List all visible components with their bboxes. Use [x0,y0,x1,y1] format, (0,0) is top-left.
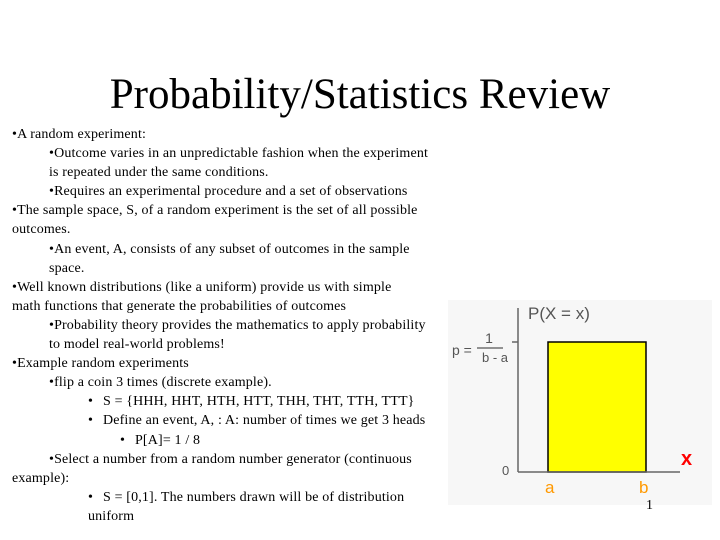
bullet-line-3 [12,163,482,182]
bullet-line-18 [12,450,482,469]
bullet-line-4 [12,182,482,201]
bullet-line-6 [12,220,482,239]
bullet-line-10 [12,297,482,316]
page-number: 1 [646,498,653,513]
page-title: Probability/Statistics Review [109,71,611,118]
bullet-text: Requires an experimental procedure and a set of observations [54,184,408,200]
bullet-text: Select a number from a random number generator (continuous [54,451,412,467]
bullet-text: Outcome varies in an unpredictable fashion when the experiment [54,146,429,162]
bullet-line-9 [12,278,482,297]
origin-label: 0 [502,463,510,478]
bullet-text: example): [12,470,70,486]
bullet-text: to model real-world problems! [49,337,225,353]
bullet-marker: • [12,279,18,295]
bullet-marker: • [88,413,94,429]
bullet-list [12,125,482,526]
density-rectangle [548,342,646,472]
bullet-text: An event, A, consists of any subset of outcomes in the sample [54,241,410,257]
bullet-text: The sample space, S, of a random experiment is the set of all possible [17,203,418,219]
bullet-line-1 [12,125,482,144]
bullet-marker: • [49,375,55,391]
bullet-text: outcomes. [12,222,71,238]
fraction-denominator: b - a [481,350,509,365]
bullet-text: Define an event, A, : A: number of times we get 3 heads [103,413,426,429]
y-axis-label: P(X = x) [528,304,590,323]
bullet-line-20 [12,488,482,507]
bullet-marker: • [49,184,55,200]
uniform-distribution-figure [448,300,712,505]
bullet-line-5 [12,201,482,220]
bullet-text: uniform [88,508,135,524]
bullet-text: flip a coin 3 times (discrete example). [54,375,272,391]
x-axis-label: x [681,448,693,470]
bullet-line-7 [12,240,482,259]
bullet-line-21 [12,507,482,526]
bullet-text: space. [49,260,85,276]
p-label: p = [452,342,472,358]
bullet-line-13 [12,354,482,373]
bullet-text: A random experiment: [17,127,147,142]
bullet-line-12 [12,335,482,354]
bullet-line-19 [12,469,482,488]
bullet-text: Well known distributions (like a uniform) provide us with simple [17,279,392,295]
fraction-numerator: 1 [485,330,493,346]
bullet-text: S = {HHH, HHT, HTH, HTT, THH, THT, TTH, TTT} [103,394,415,410]
bullet-text: S = [0,1]. The numbers drawn will be of distribution [103,489,405,505]
b-label: b [639,478,649,497]
bullet-line-16 [12,411,482,430]
bullet-marker: • [49,146,55,162]
bullet-marker: • [49,241,55,257]
bullet-marker: • [49,317,55,333]
bullet-marker: • [12,203,18,219]
bullet-marker: • [88,394,94,410]
bullet-line-17 [12,431,482,450]
bullet-text: math functions that generate the probabilities of outcomes [12,298,347,314]
a-label: a [545,478,555,497]
bullet-line-14 [12,373,482,392]
bullet-line-11 [12,316,482,335]
bullet-line-15 [12,392,482,411]
bullet-text: Example random experiments [17,356,189,372]
bullet-marker: • [12,356,18,372]
bullet-line-2 [12,144,482,163]
bullet-marker: • [120,432,126,448]
bullet-marker: • [49,451,55,467]
bullet-line-8 [12,259,482,278]
bullet-text: P[A]= 1 / 8 [135,432,201,448]
bullet-marker: • [88,489,94,505]
bullet-text: Probability theory provides the mathematics to apply probability [54,317,426,333]
bullet-marker: • [12,127,18,142]
bullet-text: is repeated under the same conditions. [49,165,269,181]
